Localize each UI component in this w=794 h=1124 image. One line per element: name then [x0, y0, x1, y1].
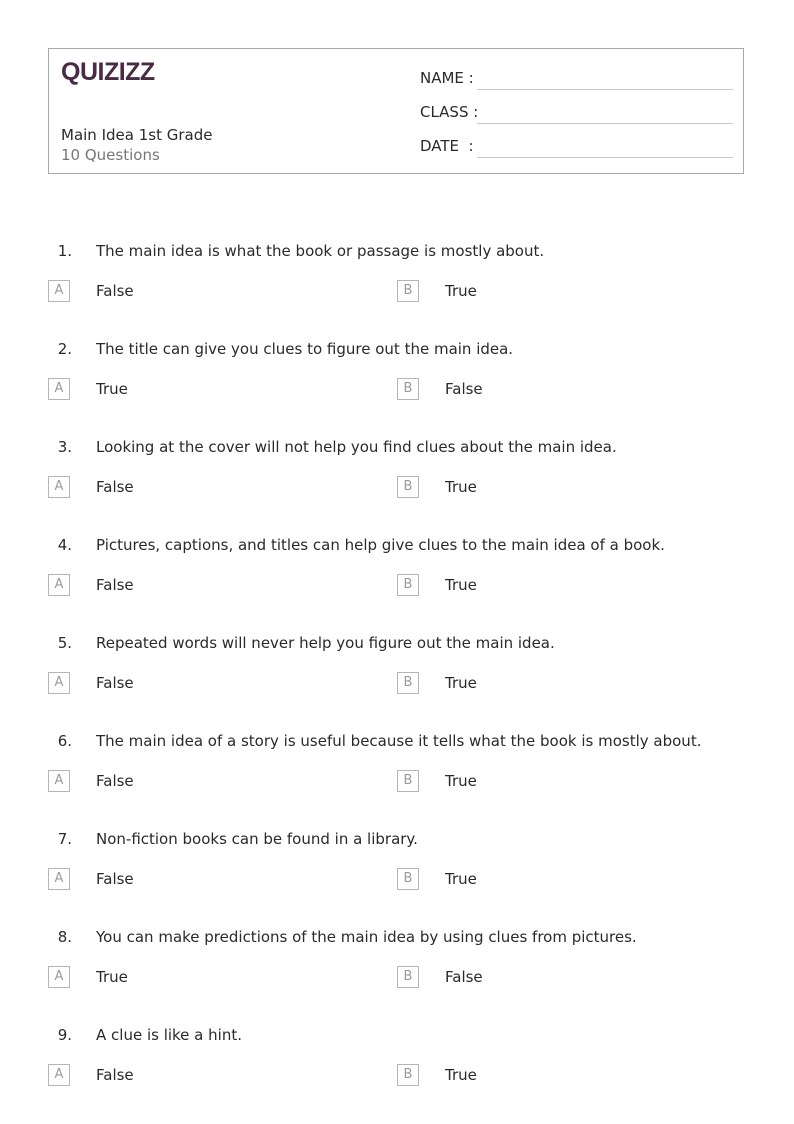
option-text: False [445, 380, 483, 398]
question-text: Non-fiction books can be found in a library. [96, 830, 418, 848]
option-letter-box: A [48, 1064, 70, 1086]
option-letter-box: B [397, 378, 419, 400]
worksheet-header [48, 48, 744, 174]
option-letter-box: A [48, 476, 70, 498]
option-text: False [96, 674, 134, 692]
question-number: 4. [57, 536, 72, 554]
option-text: True [445, 674, 477, 692]
question-item [0, 928, 794, 1026]
option-text: True [445, 576, 477, 594]
option-letter-box: B [397, 966, 419, 988]
worksheet-title: Main Idea 1st Grade [61, 126, 213, 144]
question-item [0, 438, 794, 536]
question-item [0, 634, 794, 732]
option-letter-box: B [397, 770, 419, 792]
question-text: The main idea is what the book or passage is mostly about. [96, 242, 545, 260]
option-letter-box: B [397, 868, 419, 890]
question-number: 5. [57, 634, 72, 652]
question-text: Looking at the cover will not help you find clues about the main idea. [96, 438, 617, 456]
option-letter-box: A [48, 966, 70, 988]
question-item [0, 830, 794, 928]
question-item [0, 340, 794, 438]
option-text: True [445, 1066, 477, 1084]
option-text: False [96, 478, 134, 496]
option-letter-box: B [397, 574, 419, 596]
class-line [477, 123, 733, 124]
option-text: False [96, 870, 134, 888]
question-text: You can make predictions of the main idea by using clues from pictures. [96, 928, 637, 946]
option-text: True [445, 870, 477, 888]
option-text: False [96, 772, 134, 790]
question-item [0, 1026, 794, 1124]
option-letter-box: B [397, 280, 419, 302]
option-text: False [96, 576, 134, 594]
option-letter-box: A [48, 672, 70, 694]
option-letter-box: A [48, 868, 70, 890]
question-number: 3. [57, 438, 72, 456]
question-text: The title can give you clues to figure out the main idea. [96, 340, 514, 358]
question-text: The main idea of a story is useful because it tells what the book is mostly about. [96, 732, 702, 750]
question-item [0, 732, 794, 830]
option-letter-box: B [397, 476, 419, 498]
question-number: 1. [57, 242, 72, 260]
question-count: 10 Questions [61, 146, 160, 164]
option-letter-box: A [48, 378, 70, 400]
option-text: True [96, 968, 128, 986]
option-letter-box: A [48, 280, 70, 302]
option-text: False [96, 282, 134, 300]
date-label: DATE : [420, 137, 474, 155]
name-label: NAME : [420, 69, 474, 87]
question-number: 8. [57, 928, 72, 946]
quizizz-logo: QUIZIZZ [61, 58, 155, 86]
option-letter-box: A [48, 770, 70, 792]
question-text: A clue is like a hint. [96, 1026, 242, 1044]
name-line [477, 89, 733, 90]
option-text: True [96, 380, 128, 398]
question-text: Pictures, captions, and titles can help give clues to the main idea of a book. [96, 536, 665, 554]
question-text: Repeated words will never help you figure out the main idea. [96, 634, 555, 652]
question-number: 2. [57, 340, 72, 358]
option-letter-box: B [397, 672, 419, 694]
option-text: True [445, 772, 477, 790]
question-number: 9. [57, 1026, 72, 1044]
question-item [0, 242, 794, 340]
class-label: CLASS : [420, 103, 479, 121]
option-text: False [96, 1066, 134, 1084]
date-line [477, 157, 733, 158]
option-text: True [445, 282, 477, 300]
question-number: 6. [57, 732, 72, 750]
option-letter-box: B [397, 1064, 419, 1086]
option-text: True [445, 478, 477, 496]
option-letter-box: A [48, 574, 70, 596]
option-text: False [445, 968, 483, 986]
question-item [0, 536, 794, 634]
question-number: 7. [57, 830, 72, 848]
